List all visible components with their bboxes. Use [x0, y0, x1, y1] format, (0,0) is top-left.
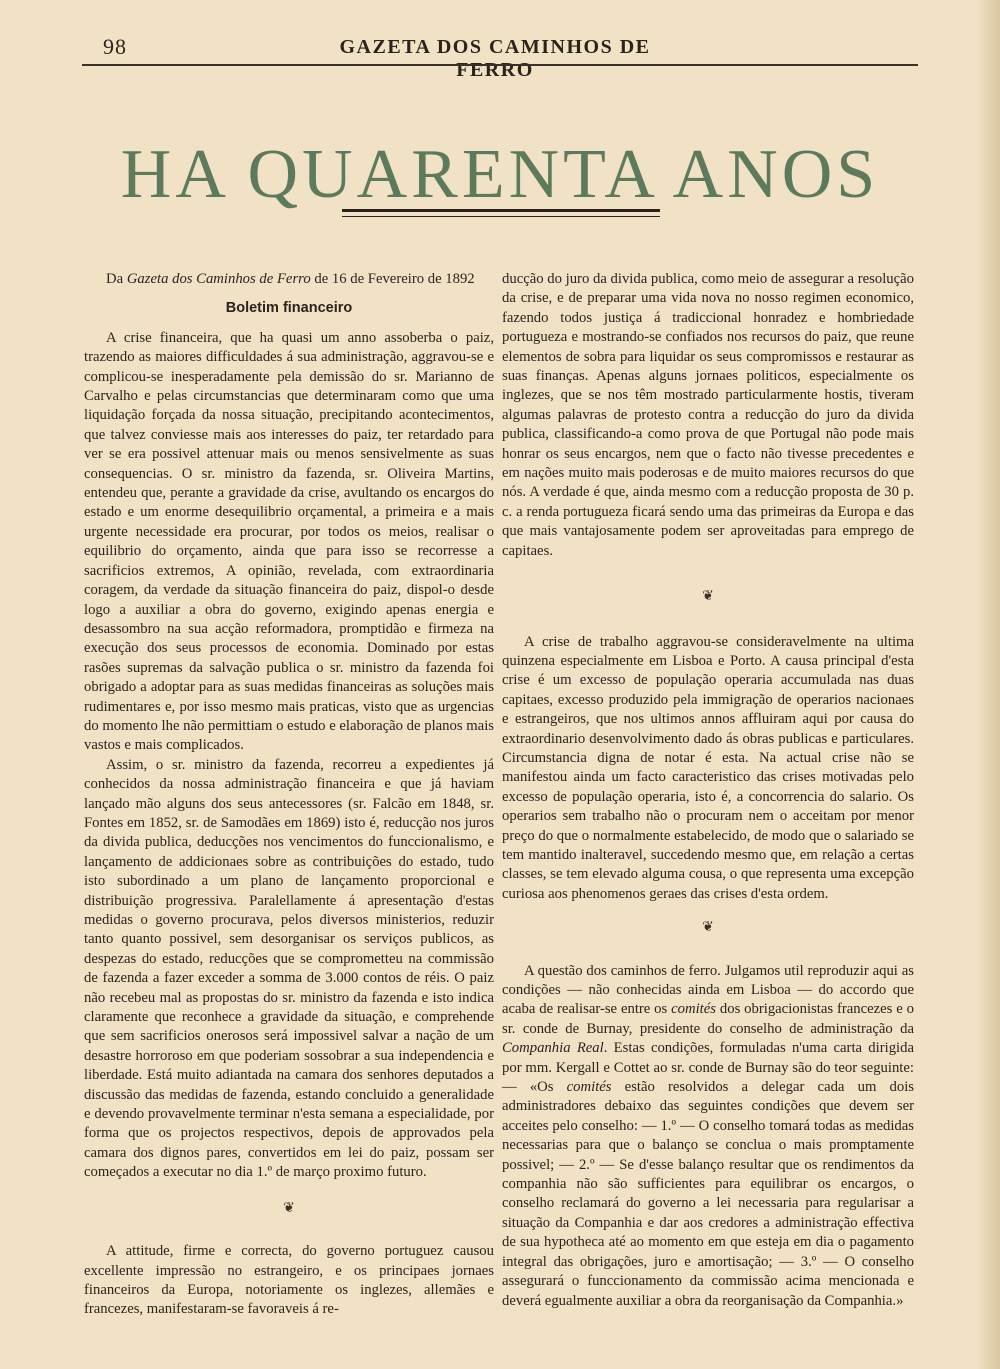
- paragraph-government-attitude: A attitude, firme e correcta, do governo portuguez causou excellente impressão no estrangeiro, e os principaes jornaes financeiros da Europa, notoriamente os inglezes, allemães e francezes, manifestaram-se favoraveis á re-: [84, 1243, 494, 1318]
- source-prefix: Da: [106, 271, 127, 287]
- page-edge-shadow: [978, 0, 1000, 1369]
- railways-text-part: . Estas condições, formuladas n'uma carta dirigida por mm. Kergall e Cottet ao sr. conde de Burnay são do teor seguinte: — «Os: [502, 1040, 914, 1096]
- ornament-icon: ❦: [702, 589, 714, 605]
- page-number: 98: [103, 34, 127, 59]
- title-rule-thin: [342, 216, 660, 217]
- paragraph-railways-question: [502, 962, 914, 1311]
- paragraph-financial-crisis: A crise financeira, que ha quasi um anno assoberba o paiz, trazendo as maiores difficuldades á sua administração, aggravou-se e complicou-se inesperadamente pela demissão do sr. Marianno de Carvalho e pelas circumstancias que determinaram como que uma liquidação forçada da nossa situação, precipitando acontecimentos, que talvez conviesse mais aos interesses do paiz, ter retardado para ver se era possivel attenuar mais ou menos sensivelmente as suas consequencias. O sr. ministro da fazenda, sr. Oliveira Martins, entendeu que, perante a gravidade da crise, avultando os encargos do estado e um enorme desequilibrio orçamental, a primeira e a mais urgente necessidade era procurar, por todos os meios, realisar o equilibrio do orçamento, ainda que para isso se recorresse a sacrificios extremos, A opinião, revelada, com extraordinaria coragem, da verdade da situação financeira do paiz, dispol-o desde logo a auxiliar a obra do governo, exigindo apenas energia e desassombro na sua acção reformadora, promptidão e firmeza na execução dos seus processos de economia. Dominado por estas rasões supremas da salvação publica o sr. ministro da fazenda foi obrigado a adoptar para as suas medidas financeiras as soluções mais rudimentares e, por isso mesmo mais praticas, visto que as urgencias do momento lhe não permittiam o estudo e elaboração de planos mais vastos e mais complicados.: [84, 329, 494, 754]
- title-rule-thick: [342, 209, 660, 212]
- journal-running-head: GAZETA DOS CAMINHOS DE FERRO: [339, 36, 651, 81]
- paragraph-debt-reduction: ducção do juro da divida publica, como meio de assegurar a resolução da crise, e de preparar uma vida nova no nosso regimen economico, fazendo todos justiça á tradiccional honradez e hombriedade portugueza e mostrando-se confiados nos recursos do paiz, que reune elementos de sobra para liquidar os seus compromissos e restaurar as suas finanças. Apenas alguns jornaes politicos, especialmente os inglezes, que se nos têm mostrado particularmente hostis, tiveram algumas palavras de protesto contra a reducção do juro da divida publica, classificando-a como prova de que Portugal não pode mais honrar os seus encargos, nem que o facto não tivesse precedentes e em nações muito mais poderosas e de muito maiores recursos do que nós. A verdade é que, ainda mesmo com a reducção proposta de 30 p. c. a renda portugueza ficará sendo uma das primeiras da Europa e das que mais vantajosamente podem ser aproveitadas para emprego de capitaes.: [502, 271, 914, 559]
- header-rule: [82, 64, 918, 66]
- ornament-icon: ❦: [702, 920, 714, 936]
- railways-text-part: estão resolvidos a delegar cada um dois administradores debaixo das seguintes condições que devem ser acceites pelo conselho: — 1.º — O conselho tomará todas as medidas necessarias para que o balanço se conclua o mais promptamente possivel; — 2.º — Se d'esse balanço resultar que os rendimentos da companhia não são sufficientes para equilibrar os encargos, o conselho reclamará do governo a lei necessaria para regularisar a situação da Companhia e dar aos credores a administração effectiva de sua hypotheca até ao momento em que esteja em dia o pagamento integral das obrigações, juro e amortisação; — 3.º — O conselho assegurará o funccionamento da commissão acima mencionada e deverá egualmente auxiliar a obra da reorganisação da Companhia.»: [502, 1079, 914, 1309]
- page-title: HA QUARENTA ANOS: [120, 135, 880, 213]
- railways-text-part: dos obrigacionistas francezes e o sr. conde de Burnay, presidente do conselho de administração da: [502, 1001, 914, 1037]
- paragraph-labour-crisis: A crise de trabalho aggravou-se consideravelmente na ultima quinzena especialmente em Lisboa e Porto. A causa principal d'esta crise é um excesso de população operaria accumulada nas duas capitaes, excesso produzido pela immigração de operarios nacionaes e estrangeiros, que nos ultimos annos affluiram aqui por causa do extraordinario desenvolvimento dado ás obras publicas e particulares. Circumstancia digna de notar é esta. Na actual crise não se manifestou ainda um facto caracteristico das crises motivadas pelo excesso de população operaria, isto é, a concorrencia do salario. Os operarios sem trabalho não o procuram nem o acceitam por menor preço do que o normalmente estabelecido, de modo que o salariado se tem mantido inalteravel, succedendo mesmo que, em relação a certas classes, se tem elevado alguma cousa, o que representa uma excepção curiosa aos phenomenos geraes das crises d'esta ordem.: [502, 633, 914, 902]
- right-column: [502, 270, 914, 1311]
- source-date: de 16 de Fevereiro de 1892: [310, 271, 475, 287]
- railways-text-part: A questão dos caminhos de ferro. Julgamos util reproduzir aqui as condições — não conhecidas ainda em Lisboa — do accordo que acaba de realisar-se entre os: [502, 962, 914, 1018]
- ornament-icon: ❦: [283, 1200, 295, 1216]
- railways-italic-comites: comités: [566, 1079, 612, 1096]
- section-heading: Boletim financeiro: [225, 300, 353, 317]
- railways-italic-comites: comités: [671, 1001, 716, 1018]
- source-journal: Gazeta dos Caminhos de Ferro: [126, 271, 311, 287]
- source-line: [84, 270, 494, 289]
- left-column: [84, 270, 494, 1320]
- paragraph-finance-minister: Assim, o sr. ministro da fazenda, recorreu a expedientes já conhecidos da nossa administração financeira e que já haviam lançado mão alguns dos seus antecessores (sr. Falcão em 1848, sr. Fontes em 1852, sr. de Samodães em 1869) isto é, reducção nos juros da divida publica, deducções nos vencimentos do funccionalismo, e lançamento de addicionaes sobre as contribuições do estado, tudo isto subordinado a um plano de lançamento proporcional e distribuição progressiva. Paralellamente á apresentação d'estas medidas o governo procurava, pelos diversos ministerios, reduzir tanto quanto possivel, sem desorganisar os serviços publicos, as despezas do estado, reducções que se comprometteu na commissão de fazenda a fazer exceder a somma de 3.000 contos de réis. O paiz não recebeu mal as propostas do sr. ministro da fazenda e isto indica claramente que reconhece a gravidade da situação, e comprehende que sem sacrificios onerosos será impossivel salvar a nação de um desastre horroroso em que poderiam sossobrar a sua independencia e liberdade. Está muito adiantada na camara dos senhores deputados a discussão das medidas de fazenda, estando concluido a generalidade e devendo provavelmente terminar n'esta semana a especialidade, por forma que os projectos respectivos, depois de approvados pela camara dos dignos pares, convertidos em lei do paiz, possam ser começados a executar no dia 1.º de março proximo futuro.: [84, 756, 494, 1181]
- railways-italic-company: Companhia Real: [502, 1040, 604, 1057]
